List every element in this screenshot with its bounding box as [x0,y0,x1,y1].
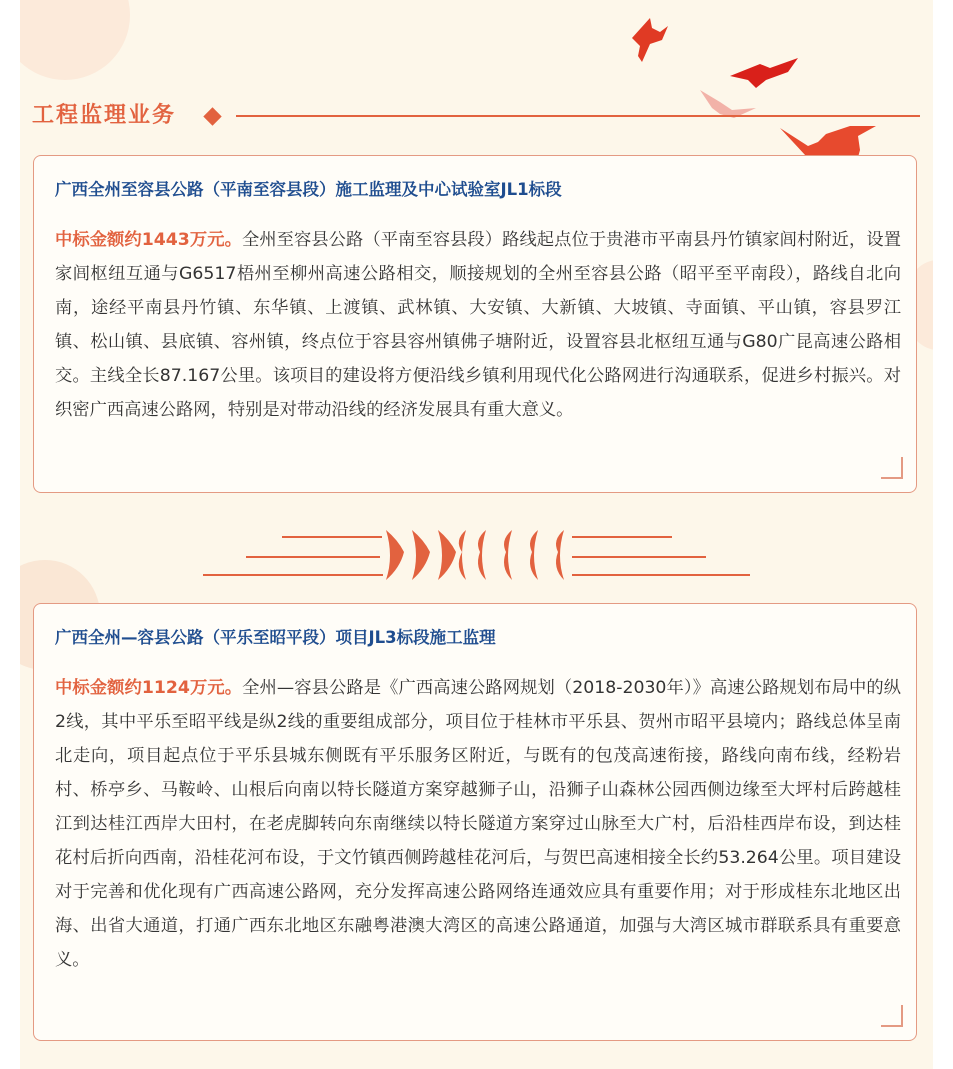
project-card [33,155,917,493]
project-description-text: 全州至容县公路（平南至容县段）路线起点位于贵港市平南县丹竹镇家闾村附近，设置家闾枢纽互通与G6517梧州至柳州高速公路相交，顺接规划的全州至容县公路（昭平至平南段），路线自北向南，途经平南县丹竹镇、东华镇、上渡镇、武林镇、大安镇、大新镇、大坡镇、寺面镇、平山镇，容县罗江镇、松山镇、县底镇、容州镇，终点位于容县容州镇佛子塘附近，设置容县北枢纽互通与G80广昆高速公路相交。主线全长87.167公里。该项目的建设将方便沿线乡镇利用现代化公路网进行沟通联系，促进乡村振兴。对织密广西高速公路网，特别是对带动沿线的经济发展具有重大意义。 [55,230,901,420]
bid-amount: 中标金额约1443万元。 [55,230,242,250]
section-title: 工程监理业务 [32,103,177,128]
corner-mark-icon [881,457,903,479]
leaf-divider [0,520,953,590]
project-description [55,671,901,977]
dove-icon [730,58,798,88]
project-title: 广西全州—容县公路（平乐至昭平段）项目JL3标段施工监理 [55,628,496,647]
leaf-divider-icon [386,530,466,580]
project-card [33,603,917,1041]
project-title: 广西全州至容县公路（平南至容县段）施工监理及中心试验室JL1标段 [55,180,562,199]
dove-icon [632,18,668,62]
project-description [55,223,901,427]
dove-icon [700,90,756,118]
title-underline [236,115,920,117]
leaf-divider-icon [478,530,564,580]
decorative-circle [20,0,130,80]
corner-mark-icon [881,1005,903,1027]
project-description-text: 全州—容县公路是《广西高速公路网规划（2018-2030年）》高速公路规划布局中的纵2线，其中平乐至昭平线是纵2线的重要组成部分，项目位于桂林市平乐县、贺州市昭平县境内；路线总体呈南北走向，项目起点位于平乐县城东侧既有平乐服务区附近，与既有的包茂高速衔接，路线向南布线，经粉岩村、桥亭乡、马鞍岭、山根后向南以特长隧道方案穿越狮子山，沿狮子山森林公园西侧边缘至大坪村后跨越桂江到达桂江西岸大田村，在老虎脚转向东南继续以特长隧道方案穿过山脉至大广村，后沿桂西岸布设，到达桂花村后折向西南，沿桂花河布设，于文竹镇西侧跨越桂花河后，与贺巴高速相接全长约53.264公里。项目建设对于完善和优化现有广西高速公路网，充分发挥高速公路网络连通效应具有重要作用；对于形成桂东北地区出海、出省大通道，打通广西东北地区东融粤港澳大湾区的高速公路通道，加强与大湾区城市群联系具有重要意义。 [55,678,901,970]
bid-amount: 中标金额约1124万元。 [55,678,243,698]
